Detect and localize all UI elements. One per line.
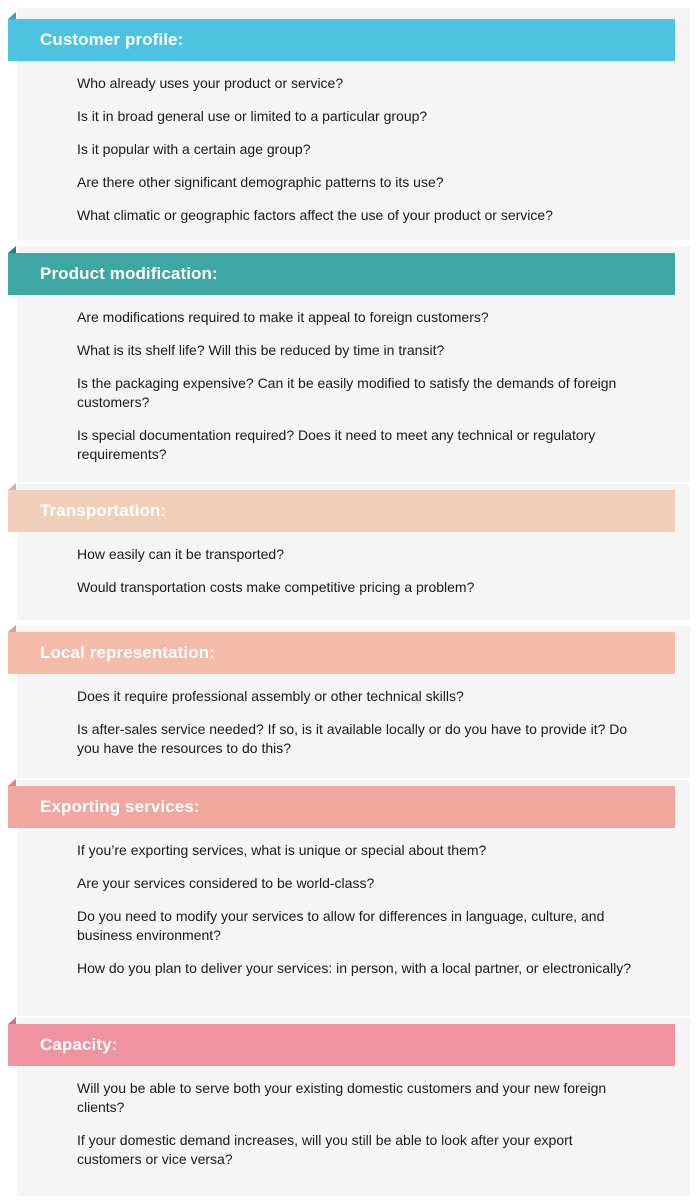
banner-fold [8, 625, 16, 632]
section-customer-profile [0, 8, 700, 240]
question-list [77, 308, 640, 478]
question-item: Are modifications required to make it appeal to foreign customers? [77, 309, 489, 325]
question-list [77, 841, 640, 992]
question-item: Is after-sales service needed? If so, is it available locally or do you have to provide it? Do you have the resources to do this? [77, 721, 628, 756]
section-title: Exporting services: [40, 797, 200, 816]
question-item: How do you plan to deliver your services: in person, with a local partner, or electronically? [77, 960, 632, 976]
section-title: Product modification: [40, 264, 218, 283]
section-local-representation [0, 626, 700, 778]
section-title: Customer profile: [40, 30, 184, 49]
question-list [77, 1079, 640, 1183]
section-title: Transportation: [40, 501, 167, 520]
section-banner [8, 786, 675, 828]
section-exporting-services [0, 780, 700, 1016]
banner-fold [8, 12, 16, 19]
question-item: If your domestic demand increases, will you still be able to look after your export customers or vice versa? [77, 1132, 573, 1167]
question-list [77, 687, 640, 772]
question-item: Will you be able to serve both your existing domestic customers and your new foreign clients? [77, 1080, 607, 1115]
question-item: If you’re exporting services, what is unique or special about them? [77, 842, 487, 858]
question-item: Is it in broad general use or limited to a particular group? [77, 108, 428, 124]
section-banner [8, 490, 675, 532]
banner-fold [8, 483, 16, 490]
banner-fold [8, 1017, 16, 1024]
question-item: How easily can it be transported? [77, 546, 284, 562]
section-capacity [0, 1018, 700, 1196]
question-item: Do you need to modify your services to allow for differences in language, culture, and business environment? [77, 908, 605, 943]
section-banner [8, 253, 675, 295]
banner-fold [8, 779, 16, 786]
question-list [77, 545, 640, 611]
question-item: Does it require professional assembly or other technical skills? [77, 688, 464, 704]
question-item: Are your services considered to be world-class? [77, 875, 375, 891]
section-product-modification [0, 246, 700, 482]
section-transportation [0, 484, 700, 620]
question-item: Is special documentation required? Does it need to meet any technical or regulatory requirements? [77, 427, 596, 462]
question-item: Are there other significant demographic patterns to its use? [77, 174, 444, 190]
section-banner [8, 19, 675, 61]
banner-fold [8, 246, 16, 253]
question-list [77, 74, 640, 239]
question-item: Who already uses your product or service? [77, 75, 344, 91]
section-title: Capacity: [40, 1035, 118, 1054]
section-title: Local representation: [40, 643, 215, 662]
section-banner [8, 1024, 675, 1066]
question-item: Is the packaging expensive? Can it be easily modified to satisfy the demands of foreign customers? [77, 375, 617, 410]
question-item: Is it popular with a certain age group? [77, 141, 311, 157]
question-item: Would transportation costs make competitive pricing a problem? [77, 579, 475, 595]
question-item: What climatic or geographic factors affect the use of your product or service? [77, 207, 553, 223]
question-item: What is its shelf life? Will this be reduced by time in transit? [77, 342, 445, 358]
section-banner [8, 632, 675, 674]
